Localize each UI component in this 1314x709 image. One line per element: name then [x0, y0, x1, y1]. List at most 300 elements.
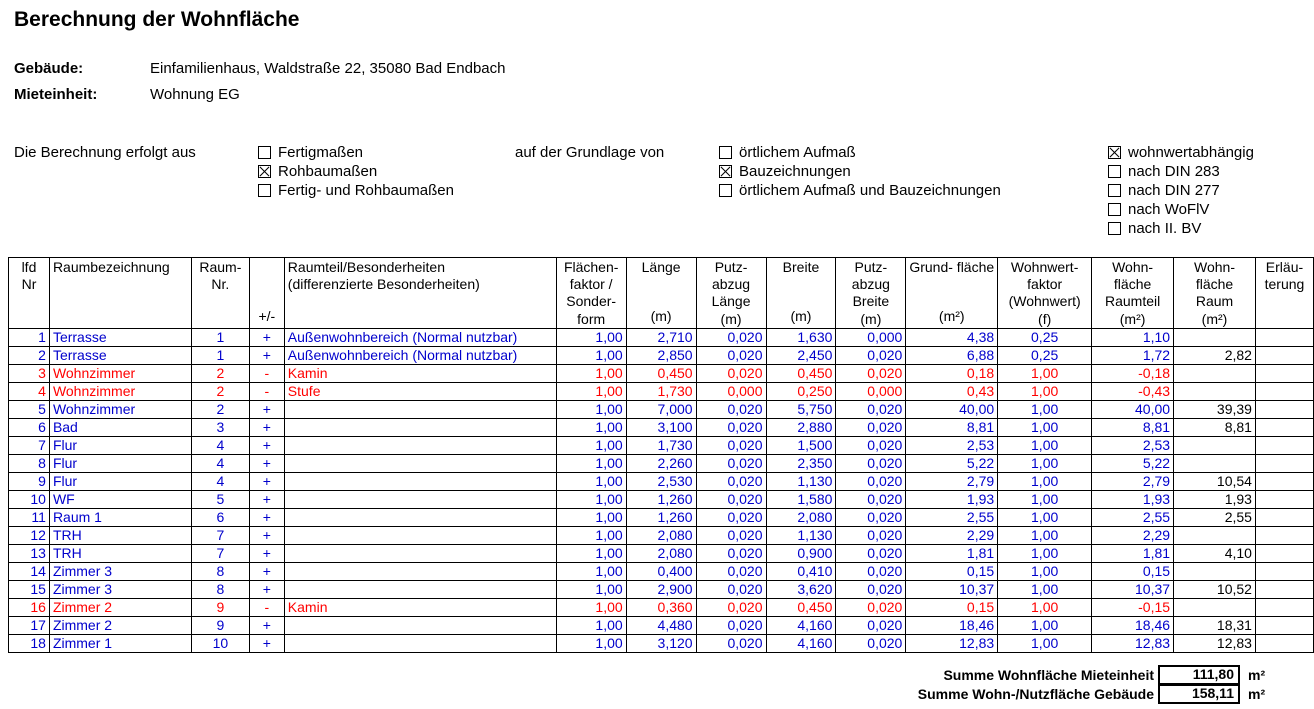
cell-breite: 5,750 [766, 400, 836, 418]
cell-wohnflaeche-raumteil: 1,72 [1092, 346, 1174, 364]
cell-putz-laenge: 0,000 [696, 382, 766, 400]
checkbox-icon[interactable] [1108, 184, 1121, 197]
cell-plus-minus: + [249, 616, 284, 634]
cell-raumteil: Außenwohnbereich (Normal nutzbar) [284, 346, 556, 364]
cell-breite: 0,450 [766, 364, 836, 382]
method-option[interactable] [258, 143, 454, 162]
table-row [9, 544, 1314, 562]
cell-grundflaeche: 6,88 [906, 346, 998, 364]
cell-breite: 2,880 [766, 418, 836, 436]
cell-wohnflaeche-raumteil: 1,81 [1092, 544, 1174, 562]
cell-laenge: 2,900 [626, 580, 696, 598]
cell-faktor: 1,00 [556, 526, 626, 544]
cell-raum-nr: 4 [191, 472, 249, 490]
cell-lfd: 14 [9, 562, 50, 580]
cell-raumbezeichnung: Raum 1 [49, 508, 191, 526]
cell-raum-nr: 2 [191, 382, 249, 400]
table-row [9, 454, 1314, 472]
cell-wohnwert: 1,00 [998, 634, 1092, 652]
method-option[interactable] [258, 181, 454, 200]
cell-putz-breite: 0,020 [836, 508, 906, 526]
cell-wohnflaeche-raum: 2,55 [1174, 508, 1256, 526]
cell-faktor: 1,00 [556, 472, 626, 490]
cell-erlaeuterung [1255, 364, 1313, 382]
cell-wohnflaeche-raum: 2,82 [1174, 346, 1256, 364]
cell-erlaeuterung [1255, 580, 1313, 598]
cell-laenge: 0,400 [626, 562, 696, 580]
cell-laenge: 4,480 [626, 616, 696, 634]
cell-putz-breite: 0,020 [836, 454, 906, 472]
checkbox-icon[interactable] [1108, 222, 1121, 235]
table-row [9, 400, 1314, 418]
cell-faktor: 1,00 [556, 328, 626, 346]
cell-erlaeuterung [1255, 346, 1313, 364]
method-option-label: Fertigmaßen [278, 144, 364, 161]
cell-faktor: 1,00 [556, 400, 626, 418]
cell-wohnwert: 1,00 [998, 562, 1092, 580]
cell-plus-minus: + [249, 418, 284, 436]
cell-erlaeuterung [1255, 544, 1313, 562]
cell-faktor: 1,00 [556, 454, 626, 472]
cell-plus-minus: - [249, 364, 284, 382]
cell-erlaeuterung [1255, 436, 1313, 454]
cell-wohnflaeche-raumteil: -0,18 [1092, 364, 1174, 382]
cell-erlaeuterung [1255, 328, 1313, 346]
cell-raumbezeichnung: Zimmer 2 [49, 616, 191, 634]
cell-wohnflaeche-raum: 39,39 [1174, 400, 1256, 418]
standard-option[interactable] [1108, 162, 1254, 181]
basis-option[interactable] [719, 181, 1001, 200]
cell-wohnflaeche-raumteil: 1,10 [1092, 328, 1174, 346]
checkbox-icon[interactable] [719, 146, 732, 159]
cell-grundflaeche: 4,38 [906, 328, 998, 346]
cell-putz-breite: 0,020 [836, 490, 906, 508]
col-erlaeuterung: Erläu- terung [1255, 258, 1313, 329]
cell-lfd: 6 [9, 418, 50, 436]
cell-putz-laenge: 0,020 [696, 400, 766, 418]
cell-putz-laenge: 0,020 [696, 508, 766, 526]
cell-putz-breite: 0,020 [836, 472, 906, 490]
cell-wohnflaeche-raumteil: 18,46 [1092, 616, 1174, 634]
cell-raumteil [284, 526, 556, 544]
cell-grundflaeche: 0,15 [906, 598, 998, 616]
cell-erlaeuterung [1255, 382, 1313, 400]
cell-laenge: 1,730 [626, 382, 696, 400]
cell-laenge: 1,260 [626, 508, 696, 526]
table-row [9, 562, 1314, 580]
cell-wohnflaeche-raum: 10,52 [1174, 580, 1256, 598]
cell-raumbezeichnung: Flur [49, 436, 191, 454]
cell-grundflaeche: 0,43 [906, 382, 998, 400]
standard-option[interactable] [1108, 200, 1254, 219]
cell-wohnwert: 1,00 [998, 580, 1092, 598]
cell-faktor: 1,00 [556, 544, 626, 562]
cell-erlaeuterung [1255, 616, 1313, 634]
col-laenge: Länge (m) [626, 258, 696, 329]
cell-faktor: 1,00 [556, 364, 626, 382]
cell-plus-minus: + [249, 328, 284, 346]
cell-putz-laenge: 0,020 [696, 490, 766, 508]
basis-option-label: Bauzeichnungen [739, 163, 851, 180]
cell-lfd: 4 [9, 382, 50, 400]
checkbox-icon[interactable] [719, 184, 732, 197]
col-raumbezeichnung: Raumbezeichnung [49, 258, 191, 329]
cell-raum-nr: 1 [191, 328, 249, 346]
cell-putz-laenge: 0,020 [696, 328, 766, 346]
cell-raumbezeichnung: Terrasse [49, 346, 191, 364]
cell-putz-breite: 0,000 [836, 382, 906, 400]
table-row [9, 508, 1314, 526]
cell-lfd: 13 [9, 544, 50, 562]
cell-wohnflaeche-raum: 4,10 [1174, 544, 1256, 562]
cell-raum-nr: 4 [191, 454, 249, 472]
cell-plus-minus: + [249, 472, 284, 490]
cell-putz-breite: 0,020 [836, 436, 906, 454]
cell-grundflaeche: 2,29 [906, 526, 998, 544]
cell-putz-laenge: 0,020 [696, 562, 766, 580]
cell-grundflaeche: 5,22 [906, 454, 998, 472]
cell-laenge: 2,260 [626, 454, 696, 472]
cell-wohnflaeche-raum: 12,83 [1174, 634, 1256, 652]
cell-wohnwert: 1,00 [998, 544, 1092, 562]
cell-raumteil [284, 580, 556, 598]
cell-putz-breite: 0,020 [836, 364, 906, 382]
cell-plus-minus: + [249, 544, 284, 562]
cell-laenge: 2,080 [626, 544, 696, 562]
cell-faktor: 1,00 [556, 634, 626, 652]
cell-faktor: 1,00 [556, 490, 626, 508]
cell-raumbezeichnung: TRH [49, 526, 191, 544]
cell-plus-minus: + [249, 346, 284, 364]
standard-option-label: nach II. BV [1128, 220, 1202, 237]
cell-raumteil [284, 508, 556, 526]
cell-raumbezeichnung: Wohnzimmer [49, 400, 191, 418]
cell-raumteil [284, 616, 556, 634]
cell-faktor: 1,00 [556, 580, 626, 598]
cell-putz-breite: 0,020 [836, 418, 906, 436]
cell-raumteil: Außenwohnbereich (Normal nutzbar) [284, 328, 556, 346]
method-option[interactable] [258, 162, 454, 181]
cell-laenge: 1,730 [626, 436, 696, 454]
cell-raum-nr: 2 [191, 364, 249, 382]
cell-wohnflaeche-raumteil: 5,22 [1092, 454, 1174, 472]
cell-putz-breite: 0,020 [836, 634, 906, 652]
cell-raum-nr: 2 [191, 400, 249, 418]
table-row [9, 616, 1314, 634]
cell-grundflaeche: 18,46 [906, 616, 998, 634]
cell-breite: 1,630 [766, 328, 836, 346]
cell-raumbezeichnung: Flur [49, 472, 191, 490]
cell-lfd: 7 [9, 436, 50, 454]
cell-raumbezeichnung: Wohnzimmer [49, 382, 191, 400]
cell-wohnflaeche-raumteil: 1,93 [1092, 490, 1174, 508]
cell-raumbezeichnung: WF [49, 490, 191, 508]
col-raumteil: Raumteil/Besonderheiten (differenzierte Besonderheiten) [284, 258, 556, 329]
cell-plus-minus: - [249, 382, 284, 400]
col-wohnwertfaktor: Wohnwert- faktor (Wohnwert) (f) [998, 258, 1092, 329]
building-value: Einfamilienhaus, Waldstraße 22, 35080 Bad Endbach [150, 60, 506, 77]
cell-erlaeuterung [1255, 508, 1313, 526]
cell-erlaeuterung [1255, 454, 1313, 472]
checkbox-checked-icon[interactable] [258, 165, 271, 178]
cell-grundflaeche: 1,93 [906, 490, 998, 508]
col-lfd: lfd Nr [9, 258, 50, 329]
basis-label: auf der Grundlage von [515, 144, 665, 161]
page-title: Berechnung der Wohnfläche [14, 8, 300, 31]
cell-grundflaeche: 1,81 [906, 544, 998, 562]
cell-erlaeuterung [1255, 418, 1313, 436]
cell-wohnwert: 0,25 [998, 328, 1092, 346]
cell-raumteil [284, 490, 556, 508]
cell-breite: 0,410 [766, 562, 836, 580]
cell-lfd: 3 [9, 364, 50, 382]
cell-lfd: 17 [9, 616, 50, 634]
cell-wohnwert: 1,00 [998, 436, 1092, 454]
cell-wohnflaeche-raumteil: -0,15 [1092, 598, 1174, 616]
table-row [9, 598, 1314, 616]
cell-raumbezeichnung: Terrasse [49, 328, 191, 346]
cell-lfd: 12 [9, 526, 50, 544]
checkbox-icon[interactable] [258, 184, 271, 197]
cell-erlaeuterung [1255, 472, 1313, 490]
cell-laenge: 2,080 [626, 526, 696, 544]
col-grundflaeche: Grund- fläche (m²) [906, 258, 998, 329]
cell-putz-laenge: 0,020 [696, 526, 766, 544]
cell-breite: 0,900 [766, 544, 836, 562]
table-row [9, 580, 1314, 598]
cell-raumteil: Kamin [284, 364, 556, 382]
cell-laenge: 0,450 [626, 364, 696, 382]
cell-wohnwert: 1,00 [998, 472, 1092, 490]
col-breite: Breite (m) [766, 258, 836, 329]
method-option-label: Fertig- und Rohbaumaßen [278, 182, 454, 199]
cell-raum-nr: 10 [191, 634, 249, 652]
cell-plus-minus: + [249, 454, 284, 472]
cell-wohnflaeche-raumteil: 2,55 [1092, 508, 1174, 526]
cell-wohnwert: 1,00 [998, 418, 1092, 436]
cell-raumteil [284, 454, 556, 472]
sum-unit-unit: m² [1248, 667, 1266, 683]
cell-putz-laenge: 0,020 [696, 616, 766, 634]
cell-raumteil [284, 472, 556, 490]
method-options [258, 143, 454, 200]
cell-raum-nr: 7 [191, 526, 249, 544]
cell-wohnwert: 1,00 [998, 526, 1092, 544]
cell-wohnwert: 1,00 [998, 616, 1092, 634]
standard-option-label: nach WoFlV [1128, 201, 1210, 218]
cell-wohnwert: 0,25 [998, 346, 1092, 364]
cell-putz-laenge: 0,020 [696, 454, 766, 472]
unit-label: Mieteinheit: [14, 86, 98, 103]
cell-laenge: 3,120 [626, 634, 696, 652]
cell-laenge: 2,710 [626, 328, 696, 346]
table-row [9, 526, 1314, 544]
cell-grundflaeche: 0,15 [906, 562, 998, 580]
sum-building-value: 158,11 [1158, 684, 1240, 704]
cell-faktor: 1,00 [556, 346, 626, 364]
cell-raumbezeichnung: Wohnzimmer [49, 364, 191, 382]
table-row [9, 346, 1314, 364]
unit-value: Wohnung EG [150, 86, 240, 103]
cell-faktor: 1,00 [556, 382, 626, 400]
cell-putz-breite: 0,020 [836, 580, 906, 598]
cell-wohnflaeche-raumteil: 2,29 [1092, 526, 1174, 544]
cell-raum-nr: 9 [191, 598, 249, 616]
cell-putz-laenge: 0,020 [696, 544, 766, 562]
cell-breite: 0,250 [766, 382, 836, 400]
cell-faktor: 1,00 [556, 616, 626, 634]
cell-wohnwert: 1,00 [998, 490, 1092, 508]
cell-lfd: 11 [9, 508, 50, 526]
cell-breite: 1,130 [766, 472, 836, 490]
cell-wohnflaeche-raumteil: 8,81 [1092, 418, 1174, 436]
standard-option[interactable] [1108, 143, 1254, 162]
cell-wohnflaeche-raum [1174, 436, 1256, 454]
cell-faktor: 1,00 [556, 418, 626, 436]
cell-putz-breite: 0,020 [836, 598, 906, 616]
cell-wohnflaeche-raumteil: 12,83 [1092, 634, 1174, 652]
cell-faktor: 1,00 [556, 562, 626, 580]
cell-wohnflaeche-raum [1174, 526, 1256, 544]
basis-option[interactable] [719, 162, 1001, 181]
cell-wohnflaeche-raum [1174, 328, 1256, 346]
table-row [9, 472, 1314, 490]
cell-raumbezeichnung: Zimmer 1 [49, 634, 191, 652]
checkbox-checked-icon[interactable] [1108, 146, 1121, 159]
cell-raumteil: Kamin [284, 598, 556, 616]
table-row [9, 490, 1314, 508]
cell-lfd: 15 [9, 580, 50, 598]
checkbox-checked-icon[interactable] [719, 165, 732, 178]
cell-breite: 2,350 [766, 454, 836, 472]
method-label: Die Berechnung erfolgt aus [14, 144, 196, 161]
col-wohnflaeche-raum: Wohn- fläche Raum (m²) [1174, 258, 1256, 329]
checkbox-icon[interactable] [1108, 165, 1121, 178]
cell-raum-nr: 3 [191, 418, 249, 436]
sum-unit-label: Summe Wohnfläche Mieteinheit [943, 667, 1154, 683]
cell-raumbezeichnung: TRH [49, 544, 191, 562]
cell-lfd: 8 [9, 454, 50, 472]
cell-wohnwert: 1,00 [998, 454, 1092, 472]
building-label: Gebäude: [14, 60, 84, 77]
cell-putz-breite: 0,020 [836, 544, 906, 562]
cell-wohnflaeche-raumteil: 10,37 [1092, 580, 1174, 598]
cell-erlaeuterung [1255, 598, 1313, 616]
standard-option-label: nach DIN 277 [1128, 182, 1220, 199]
cell-putz-laenge: 0,020 [696, 418, 766, 436]
cell-erlaeuterung [1255, 526, 1313, 544]
standard-option-label: nach DIN 283 [1128, 163, 1220, 180]
table-row [9, 364, 1314, 382]
cell-breite: 2,080 [766, 508, 836, 526]
cell-lfd: 9 [9, 472, 50, 490]
cell-grundflaeche: 2,55 [906, 508, 998, 526]
col-flaechenfaktor: Flächen- faktor / Sonder- form [556, 258, 626, 329]
cell-grundflaeche: 8,81 [906, 418, 998, 436]
cell-wohnwert: 1,00 [998, 382, 1092, 400]
checkbox-icon[interactable] [258, 146, 271, 159]
cell-lfd: 16 [9, 598, 50, 616]
cell-wohnflaeche-raumteil: 40,00 [1092, 400, 1174, 418]
cell-putz-laenge: 0,020 [696, 436, 766, 454]
cell-lfd: 2 [9, 346, 50, 364]
col-putz-laenge: Putz- abzug Länge (m) [696, 258, 766, 329]
cell-breite: 1,130 [766, 526, 836, 544]
cell-wohnflaeche-raumteil: 0,15 [1092, 562, 1174, 580]
cell-grundflaeche: 40,00 [906, 400, 998, 418]
cell-raumteil [284, 418, 556, 436]
cell-putz-breite: 0,000 [836, 328, 906, 346]
cell-raum-nr: 1 [191, 346, 249, 364]
cell-putz-breite: 0,020 [836, 526, 906, 544]
cell-erlaeuterung [1255, 634, 1313, 652]
cell-putz-laenge: 0,020 [696, 598, 766, 616]
cell-grundflaeche: 0,18 [906, 364, 998, 382]
calculation-table [8, 257, 1314, 653]
standard-option[interactable] [1108, 181, 1254, 200]
table-row [9, 634, 1314, 652]
cell-grundflaeche: 2,79 [906, 472, 998, 490]
cell-laenge: 3,100 [626, 418, 696, 436]
cell-wohnflaeche-raum: 1,93 [1174, 490, 1256, 508]
cell-raumbezeichnung: Zimmer 3 [49, 580, 191, 598]
col-wohnflaeche-raumteil: Wohn- fläche Raumteil (m²) [1092, 258, 1174, 329]
cell-breite: 2,450 [766, 346, 836, 364]
cell-breite: 4,160 [766, 634, 836, 652]
standard-options [1108, 143, 1254, 238]
cell-plus-minus: + [249, 562, 284, 580]
cell-putz-laenge: 0,020 [696, 364, 766, 382]
col-putz-breite: Putz- abzug Breite (m) [836, 258, 906, 329]
table-row [9, 436, 1314, 454]
cell-plus-minus: + [249, 508, 284, 526]
sum-unit-value: 111,80 [1158, 665, 1240, 685]
sum-building-unit: m² [1248, 686, 1266, 702]
cell-lfd: 18 [9, 634, 50, 652]
cell-lfd: 1 [9, 328, 50, 346]
table-row [9, 418, 1314, 436]
cell-breite: 4,160 [766, 616, 836, 634]
cell-erlaeuterung [1255, 490, 1313, 508]
cell-raumteil [284, 544, 556, 562]
cell-wohnwert: 1,00 [998, 400, 1092, 418]
cell-wohnwert: 1,00 [998, 364, 1092, 382]
table-header-row [9, 258, 1314, 329]
cell-plus-minus: + [249, 400, 284, 418]
cell-putz-breite: 0,020 [836, 400, 906, 418]
checkbox-icon[interactable] [1108, 203, 1121, 216]
cell-faktor: 1,00 [556, 508, 626, 526]
cell-raumteil [284, 436, 556, 454]
cell-raumteil [284, 400, 556, 418]
cell-putz-laenge: 0,020 [696, 580, 766, 598]
cell-raum-nr: 9 [191, 616, 249, 634]
cell-wohnflaeche-raumteil: 2,79 [1092, 472, 1174, 490]
cell-wohnflaeche-raum [1174, 364, 1256, 382]
standard-option[interactable] [1108, 219, 1254, 238]
sum-building-label: Summe Wohn-/Nutzfläche Gebäude [917, 686, 1154, 702]
cell-grundflaeche: 2,53 [906, 436, 998, 454]
cell-wohnflaeche-raum [1174, 562, 1256, 580]
col-plus-minus: +/- [249, 258, 284, 329]
basis-options [719, 143, 1001, 200]
table-row [9, 382, 1314, 400]
cell-laenge: 7,000 [626, 400, 696, 418]
cell-raum-nr: 6 [191, 508, 249, 526]
cell-raumbezeichnung: Zimmer 2 [49, 598, 191, 616]
cell-wohnflaeche-raum: 8,81 [1174, 418, 1256, 436]
basis-option[interactable] [719, 143, 1001, 162]
